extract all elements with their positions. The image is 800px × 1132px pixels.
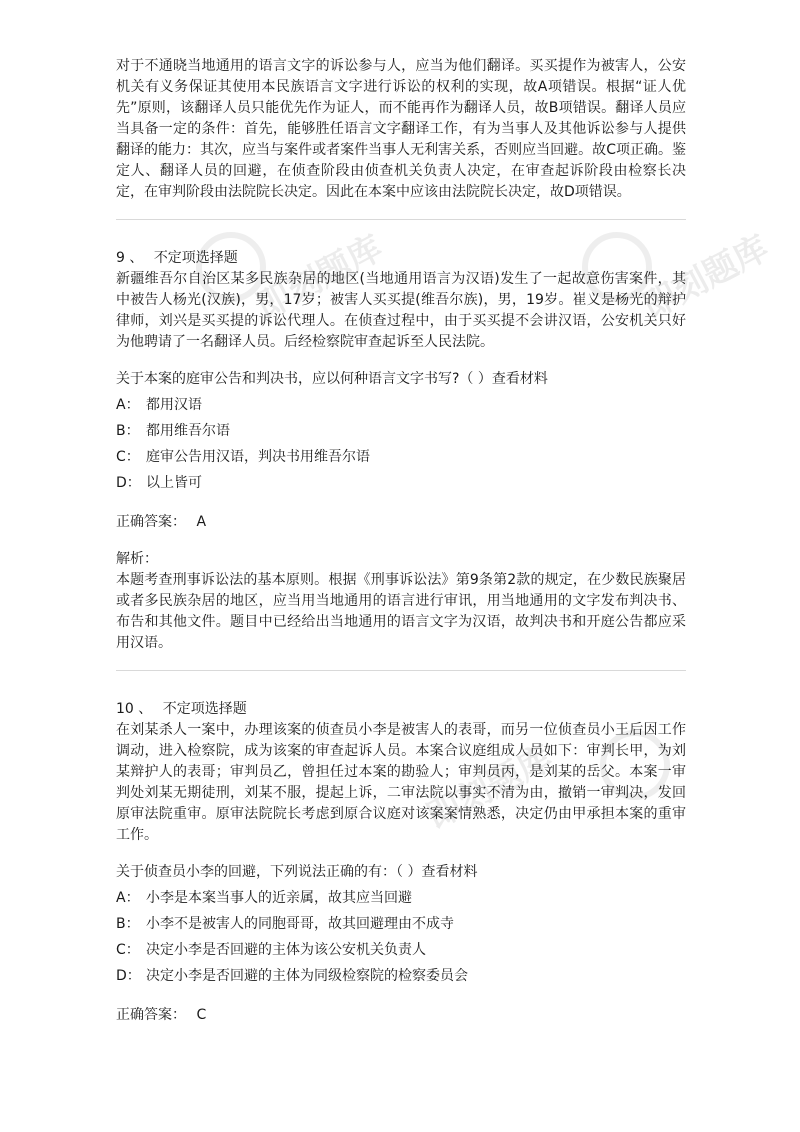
option-text: 都用维吾尔语 — [146, 423, 230, 439]
intro-analysis: 对于不通晓当地通用的语言文字的诉讼参与人，应当为他们翻译。买买提作为被害人，公安机关有义务保证其使用本民族语言文字进行诉讼的权利的实现，故A项错误。根据“证人优先”原则，该翻译人员只能优先作为证人，而不能再作为翻译人员，故B项错误。翻译人员应当具备一定的条件：首先，能够胜任语言文字翻译工作，有为当事人及其他诉讼参与人提供翻译的能力：其次，应当与案件或者案件当事人无利害关系，否则应当回避。故C项正确。鉴定人、翻译人员的回避，在侦查阶段由侦查机关负责人决定，在审查起诉阶段由检察长决定，在审判阶段由法院院长决定。因此在本案中应该由法院院长决定，故D项错误。 — [116, 58, 686, 200]
analysis-text: 本题考查刑事诉讼法的基本原则。根据《刑事诉讼法》第9条第2款的规定，在少数民族聚居或者多民族杂居的地区，应当用当地通用的语言进行审讯，用当地通用的文字发布判决书、布告和其他文件。题目中已经给出当地通用的语言文字为汉语，故判决书和开庭公告都应采用汉语。 — [116, 572, 686, 651]
option-b[interactable] — [116, 421, 686, 442]
option-label: D： — [116, 968, 141, 984]
option-c[interactable] — [116, 940, 686, 961]
option-text: 都用汉语 — [146, 397, 202, 413]
question-block — [116, 699, 686, 1026]
analysis-heading: 解析： — [116, 551, 158, 567]
option-c[interactable] — [116, 447, 686, 468]
section-divider — [116, 670, 686, 671]
option-label: C： — [116, 942, 140, 958]
section-divider — [116, 219, 686, 220]
watermark-text: 即刻题库 — [420, 738, 560, 838]
question-stem: 关于本案的庭审公告和判决书，应以何种语言文字书写?（ ）查看材料 — [116, 371, 548, 387]
question-header — [116, 699, 686, 720]
question-type: 不定项选择题 — [153, 250, 238, 266]
answer-label: 正确答案： — [116, 1007, 186, 1023]
option-label: D： — [116, 475, 141, 491]
option-a[interactable] — [116, 888, 686, 909]
watermark-text: 即刻题库 — [250, 228, 390, 328]
option-text: 庭审公告用汉语，判决书用维吾尔语 — [146, 449, 370, 465]
question-header — [116, 248, 686, 269]
option-text: 小李不是被害人的同胞哥哥，故其回避理由不成寺 — [146, 916, 454, 932]
answer-label: 正确答案： — [116, 514, 186, 530]
option-label: A： — [116, 890, 140, 906]
option-label: B： — [116, 423, 140, 439]
option-text: 以上皆可 — [146, 475, 202, 491]
option-text: 决定小李是否回避的主体为该公安机关负责人 — [146, 942, 426, 958]
option-b[interactable] — [116, 914, 686, 935]
option-label: C： — [116, 449, 140, 465]
option-text: 小李是本案当事人的近亲属，故其应当回避 — [146, 890, 412, 906]
case-material: 新疆维吾尔自治区某多民族杂居的地区(当地通用语言为汉语)发生了一起故意伤害案件，其中被告人杨光(汉族)，男，17岁；被害人买买提(维吾尔族)，男，19岁。崔义是杨光的辩护律师，刘兴是买买提的诉讼代理人。在侦查过程中，由于买买提不会讲汉语，公安机关只好为他聘请了一名翻译人员。后经检察院审查起诉至人民法院。 — [116, 271, 686, 350]
question-number: 10 、 — [116, 701, 153, 717]
document-page — [116, 56, 686, 1026]
question-type: 不定项选择题 — [162, 701, 247, 717]
option-d[interactable] — [116, 966, 686, 987]
option-label: A： — [116, 397, 140, 413]
question-block — [116, 248, 686, 654]
correct-answer — [116, 1005, 686, 1026]
question-stem: 关于侦查员小李的回避，下列说法正确的有：（ ）查看材料 — [116, 864, 478, 880]
case-material: 在刘某杀人一案中，办理该案的侦查员小李是被害人的表哥，而另一位侦查员小王后因工作调动，进入检察院，成为该案的审查起诉人员。本案合议庭组成人员如下：审判长甲，为刘某辩护人的表哥；审判员乙，曾担任过本案的勘验人；审判员丙，是刘某的岳父。本案一审判处刘某无期徒刑，刘某不服，提起上诉，二审法院以事实不清为由，撤销一审判决，发回原审法院重审。原审法院院长考虑到原合议庭对该案案情熟悉，决定仍由甲承担本案的重审工作。 — [116, 722, 686, 843]
option-a[interactable] — [116, 395, 686, 416]
option-d[interactable] — [116, 473, 686, 494]
option-label: B： — [116, 916, 140, 932]
correct-answer — [116, 512, 686, 533]
option-text: 决定小李是否回避的主体为同级检察院的检察委员会 — [146, 968, 468, 984]
answer-value: C — [196, 1007, 207, 1023]
question-number: 9 、 — [116, 250, 144, 266]
answer-value: A — [196, 514, 207, 530]
watermark-text: 即刻题库 — [636, 228, 776, 328]
